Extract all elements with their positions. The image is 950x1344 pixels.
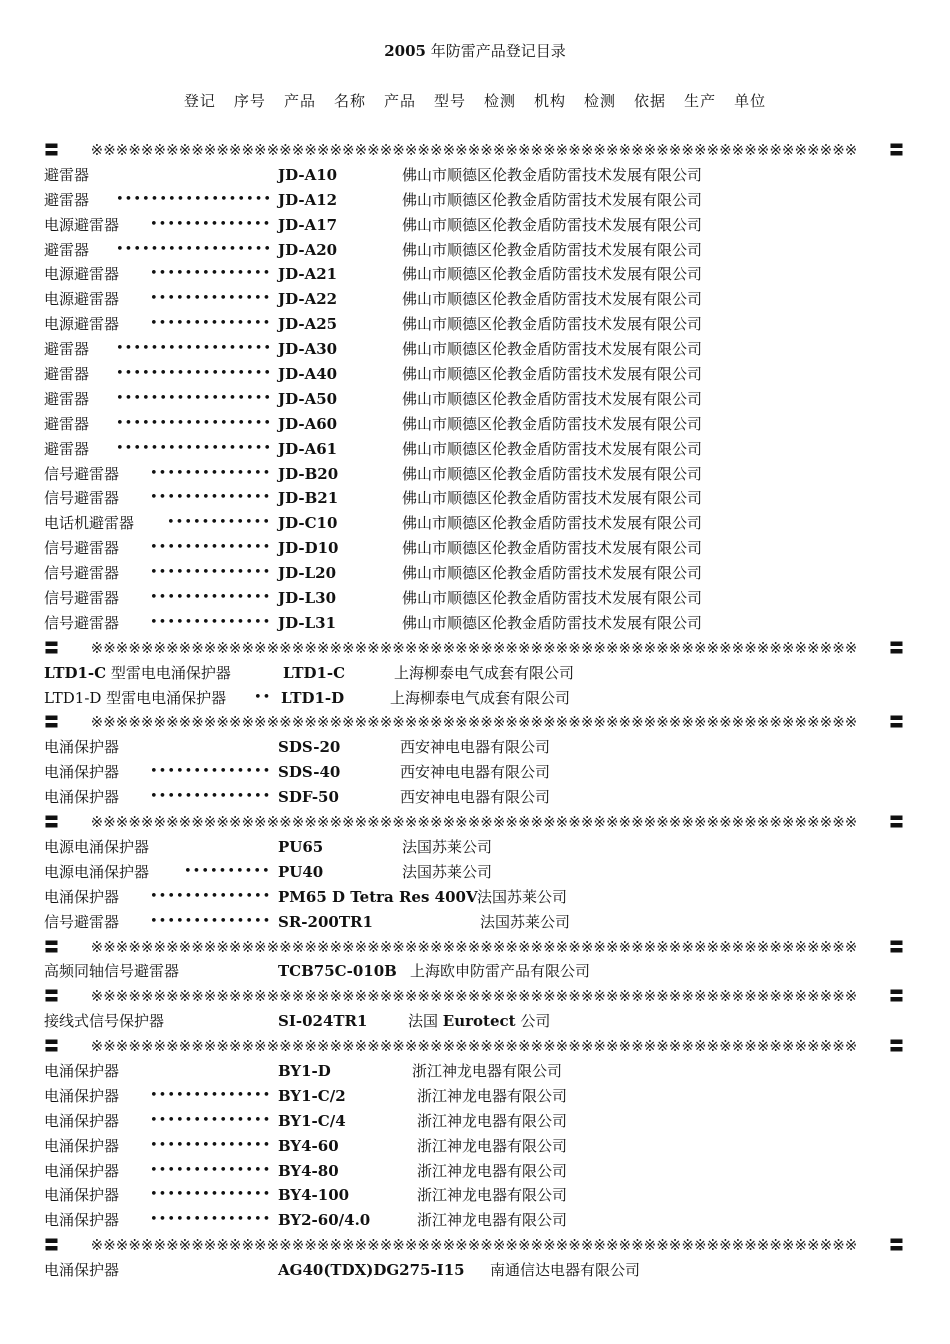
- header-word: 序号: [233, 92, 266, 110]
- manufacturer: 上海柳泰电气成套有限公司: [390, 688, 571, 707]
- product-model: JD-A22: [278, 290, 338, 309]
- leader-dots: ••••••••••••••: [150, 1162, 272, 1178]
- title-text: 年防雷产品登记目录: [430, 42, 566, 60]
- manufacturer: 佛山市顺德区伦教金盾防雷技术发展有限公司: [402, 215, 703, 234]
- product-row: [44, 561, 904, 586]
- product-model: JD-A20: [278, 240, 338, 259]
- product-model: JD-A50: [278, 389, 338, 408]
- product-name: 电源避雷器: [44, 215, 120, 234]
- product-model: JD-A30: [278, 340, 338, 359]
- product-model: JD-B21: [278, 489, 339, 508]
- header-word: 机构: [534, 92, 567, 110]
- leader-dots: ••••••••••••••: [150, 590, 272, 606]
- leader-dots: ••••••••••••••: [150, 316, 272, 332]
- product-list: [44, 138, 904, 1283]
- section-separator: [44, 710, 904, 735]
- product-row: [44, 486, 904, 511]
- product-row: [44, 760, 904, 785]
- product-name: 信号避雷器: [44, 613, 120, 632]
- product-model: JD-D10: [278, 539, 339, 558]
- product-name: 避雷器: [44, 340, 90, 359]
- product-row: [44, 362, 904, 387]
- separator-bar: 〓: [888, 713, 904, 732]
- product-row: [44, 163, 904, 188]
- product-name: 电涌保护器: [44, 1136, 120, 1155]
- product-model: TCB75C-010B: [278, 962, 397, 981]
- leader-dots: ••••••••••••••: [150, 1137, 272, 1153]
- manufacturer: 上海欧申防雷产品有限公司: [410, 962, 591, 981]
- product-row: [44, 238, 904, 263]
- product-model: AG40(TDX)DG275-I15: [278, 1261, 465, 1280]
- product-model: JD-A25: [278, 315, 338, 334]
- product-row: [44, 1059, 904, 1084]
- product-model: JD-A61: [278, 439, 338, 458]
- product-model: JD-A17: [278, 215, 338, 234]
- manufacturer: 佛山市顺德区伦教金盾防雷技术发展有限公司: [402, 290, 703, 309]
- product-model: BY4-100: [278, 1186, 350, 1205]
- product-name: 电涌保护器: [44, 1261, 120, 1280]
- product-row: [44, 1183, 904, 1208]
- leader-dots: ••••••••••••••: [150, 614, 272, 630]
- product-model: PU40: [278, 862, 324, 881]
- header-word: 型号: [433, 92, 466, 110]
- leader-dots: ••••••••••••••: [150, 888, 272, 904]
- separator-bar: 〓: [888, 813, 904, 832]
- separator-fill: ※※※※※※※※※※※※※※※※※※※※※※※※※※※※※※※※※※※※※※※※※※※※※※※※※※※※※※※※※※※※※: [90, 987, 858, 1006]
- product-name: 信号避雷器: [44, 464, 120, 483]
- product-model: BY4-80: [278, 1161, 339, 1180]
- product-row: [44, 287, 904, 312]
- product-model: LTD1-D: [281, 688, 345, 707]
- manufacturer: 法国苏莱公司: [402, 862, 493, 881]
- product-row: [44, 337, 904, 362]
- leader-dots: ••••••••••••••: [150, 490, 272, 506]
- section-separator: [44, 984, 904, 1009]
- header-word: 单位: [734, 92, 767, 110]
- product-name: 电话机避雷器: [44, 514, 135, 533]
- manufacturer: 西安神电电器有限公司: [400, 763, 551, 782]
- manufacturer: 法国苏莱公司: [480, 912, 571, 931]
- product-name: 信号避雷器: [44, 489, 120, 508]
- leader-dots: ••••••••••••••••••: [116, 366, 273, 382]
- manufacturer: 佛山市顺德区伦教金盾防雷技术发展有限公司: [402, 589, 703, 608]
- manufacturer: 佛山市顺德区伦教金盾防雷技术发展有限公司: [402, 564, 703, 583]
- product-name: 电涌保护器: [44, 887, 120, 906]
- product-model: SDS-20: [278, 738, 341, 757]
- leader-dots: ••••••••••••••: [150, 789, 272, 805]
- product-name: 高频同轴信号避雷器: [44, 962, 180, 981]
- separator-fill: ※※※※※※※※※※※※※※※※※※※※※※※※※※※※※※※※※※※※※※※※※※※※※※※※※※※※※※※※※※※※※: [90, 141, 858, 159]
- product-model: SDF-50: [278, 788, 339, 807]
- product-row: [44, 511, 904, 536]
- manufacturer: 佛山市顺德区伦教金盾防雷技术发展有限公司: [402, 464, 703, 483]
- leader-dots: ••••••••••••••••••: [116, 440, 273, 456]
- header-word: 产品: [283, 92, 316, 110]
- product-name: 信号避雷器: [44, 564, 120, 583]
- product-model: PM65 D Tetra Res 400V: [278, 887, 478, 906]
- manufacturer: 浙江神龙电器有限公司: [417, 1161, 568, 1180]
- product-name: 避雷器: [44, 414, 90, 433]
- manufacturer: 浙江神龙电器有限公司: [417, 1136, 568, 1155]
- product-name: 避雷器: [44, 190, 90, 209]
- product-row: [44, 1084, 904, 1109]
- separator-fill: ※※※※※※※※※※※※※※※※※※※※※※※※※※※※※※※※※※※※※※※※※※※※※※※※※※※※※※※※※※※※※: [90, 713, 858, 732]
- manufacturer: 南通信达电器有限公司: [490, 1261, 641, 1280]
- product-model: JD-A21: [278, 265, 338, 284]
- header-word: 生产: [684, 92, 717, 110]
- manufacturer: 佛山市顺德区伦教金盾防雷技术发展有限公司: [402, 190, 703, 209]
- product-row: [44, 586, 904, 611]
- product-name: 避雷器: [44, 389, 90, 408]
- product-row: [44, 1134, 904, 1159]
- separator-bar: 〓: [44, 1236, 60, 1255]
- manufacturer: 浙江神龙电器有限公司: [417, 1111, 568, 1130]
- product-model: BY4-60: [278, 1136, 339, 1155]
- product-row: [44, 437, 904, 462]
- product-row: [44, 387, 904, 412]
- product-model: BY1-C/4: [278, 1111, 346, 1130]
- leader-dots: ••••••••••: [184, 863, 271, 879]
- separator-bar: 〓: [44, 638, 60, 657]
- product-row: [44, 910, 904, 935]
- product-model: BY1-D: [278, 1061, 331, 1080]
- product-name: 信号避雷器: [44, 912, 120, 931]
- product-row: [44, 412, 904, 437]
- product-row: [44, 735, 904, 760]
- product-name: 电源电涌保护器: [44, 862, 150, 881]
- manufacturer: 浙江神龙电器有限公司: [412, 1061, 563, 1080]
- section-separator: [44, 138, 904, 163]
- product-model: BY1-C/2: [278, 1086, 346, 1105]
- product-name: 电涌保护器: [44, 763, 120, 782]
- header-word: 检测: [484, 92, 517, 110]
- header-word: 检测: [584, 92, 617, 110]
- product-model: JD-A40: [278, 365, 338, 384]
- leader-dots: ••••••••••••••: [150, 1087, 272, 1103]
- product-name: 避雷器: [44, 365, 90, 384]
- separator-bar: 〓: [44, 141, 60, 159]
- product-name: 接线式信号保护器: [44, 1012, 165, 1031]
- leader-dots: ••: [254, 689, 272, 705]
- section-separator: [44, 1034, 904, 1059]
- product-model: BY2-60/4.0: [278, 1211, 371, 1230]
- manufacturer: 法国苏莱公司: [477, 887, 568, 906]
- leader-dots: ••••••••••••••: [150, 540, 272, 556]
- product-name: LTD1-D 型雷电电涌保护器: [44, 688, 227, 707]
- manufacturer: 浙江神龙电器有限公司: [417, 1086, 568, 1105]
- product-row: [44, 860, 904, 885]
- separator-bar: 〓: [44, 987, 60, 1006]
- separator-bar: 〓: [44, 937, 60, 956]
- product-name: 电涌保护器: [44, 1161, 120, 1180]
- product-name: 电源避雷器: [44, 290, 120, 309]
- manufacturer: 佛山市顺德区伦教金盾防雷技术发展有限公司: [402, 439, 703, 458]
- product-name: 电源避雷器: [44, 265, 120, 284]
- leader-dots: ••••••••••••••••••: [116, 191, 273, 207]
- product-row: [44, 262, 904, 287]
- product-row: [44, 1159, 904, 1184]
- separator-bar: 〓: [888, 937, 904, 956]
- manufacturer: 浙江神龙电器有限公司: [417, 1186, 568, 1205]
- manufacturer: 法国苏莱公司: [402, 837, 493, 856]
- manufacturer: 佛山市顺德区伦教金盾防雷技术发展有限公司: [402, 539, 703, 558]
- manufacturer: 佛山市顺德区伦教金盾防雷技术发展有限公司: [402, 165, 703, 184]
- separator-fill: ※※※※※※※※※※※※※※※※※※※※※※※※※※※※※※※※※※※※※※※※※※※※※※※※※※※※※※※※※※※※※: [90, 1236, 858, 1255]
- product-row: [44, 885, 904, 910]
- separator-bar: 〓: [44, 713, 60, 732]
- manufacturer: 佛山市顺德区伦教金盾防雷技术发展有限公司: [402, 489, 703, 508]
- product-name: 电源避雷器: [44, 315, 120, 334]
- product-model: JD-L30: [278, 589, 337, 608]
- product-name: 电涌保护器: [44, 1211, 120, 1230]
- header-word: 名称: [333, 92, 366, 110]
- product-row: [44, 785, 904, 810]
- product-name: LTD1-C 型雷电电涌保护器: [44, 663, 231, 682]
- manufacturer: 上海柳泰电气成套有限公司: [394, 663, 575, 682]
- leader-dots: ••••••••••••••: [150, 1112, 272, 1128]
- separator-fill: ※※※※※※※※※※※※※※※※※※※※※※※※※※※※※※※※※※※※※※※※※※※※※※※※※※※※※※※※※※※※※: [90, 937, 858, 956]
- product-row: [44, 536, 904, 561]
- leader-dots: ••••••••••••••: [150, 1187, 272, 1203]
- product-name: 避雷器: [44, 240, 90, 259]
- section-separator: [44, 1233, 904, 1258]
- section-separator: [44, 636, 904, 661]
- product-row: [44, 686, 904, 711]
- document-title: [0, 40, 950, 61]
- product-name: 电源电涌保护器: [44, 837, 150, 856]
- separator-bar: 〓: [888, 1236, 904, 1255]
- product-model: JD-A12: [278, 190, 338, 209]
- product-name: 信号避雷器: [44, 539, 120, 558]
- product-row: [44, 661, 904, 686]
- manufacturer: 佛山市顺德区伦教金盾防雷技术发展有限公司: [402, 265, 703, 284]
- product-row: [44, 611, 904, 636]
- leader-dots: ••••••••••••••••••: [116, 341, 273, 357]
- leader-dots: ••••••••••••••••••: [116, 390, 273, 406]
- product-model: SR-200TR1: [278, 912, 373, 931]
- product-row: [44, 1009, 904, 1034]
- header-word: 依据: [634, 92, 667, 110]
- product-model: PU65: [278, 837, 324, 856]
- manufacturer: 佛山市顺德区伦教金盾防雷技术发展有限公司: [402, 414, 703, 433]
- manufacturer: 佛山市顺德区伦教金盾防雷技术发展有限公司: [402, 365, 703, 384]
- product-model: JD-B20: [278, 464, 339, 483]
- header-word: 产品: [383, 92, 416, 110]
- title-year: 2005: [384, 42, 426, 60]
- product-row: [44, 959, 904, 984]
- leader-dots: ••••••••••••••: [150, 465, 272, 481]
- product-name: 避雷器: [44, 165, 90, 184]
- product-model: JD-A60: [278, 414, 338, 433]
- separator-bar: 〓: [44, 1037, 60, 1056]
- leader-dots: ••••••••••••••: [150, 266, 272, 282]
- product-model: JD-L31: [278, 613, 337, 632]
- section-separator: [44, 935, 904, 960]
- product-row: [44, 1109, 904, 1134]
- product-row: [44, 1258, 904, 1283]
- manufacturer: 佛山市顺德区伦教金盾防雷技术发展有限公司: [402, 514, 703, 533]
- section-separator: [44, 810, 904, 835]
- leader-dots: ••••••••••••••: [150, 216, 272, 232]
- manufacturer: 佛山市顺德区伦教金盾防雷技术发展有限公司: [402, 389, 703, 408]
- leader-dots: ••••••••••••••: [150, 565, 272, 581]
- product-model: JD-A10: [278, 165, 338, 184]
- column-header-row: [0, 90, 950, 111]
- leader-dots: ••••••••••••••••••: [116, 241, 273, 257]
- product-model: JD-L20: [278, 564, 337, 583]
- product-row: [44, 835, 904, 860]
- product-name: 电涌保护器: [44, 1186, 120, 1205]
- product-model: JD-C10: [278, 514, 338, 533]
- separator-bar: 〓: [888, 1037, 904, 1056]
- separator-bar: 〓: [888, 141, 904, 159]
- product-row: [44, 1208, 904, 1233]
- manufacturer: 佛山市顺德区伦教金盾防雷技术发展有限公司: [402, 315, 703, 334]
- manufacturer: 佛山市顺德区伦教金盾防雷技术发展有限公司: [402, 613, 703, 632]
- manufacturer: 西安神电电器有限公司: [400, 788, 551, 807]
- product-name: 避雷器: [44, 439, 90, 458]
- manufacturer: 法国 Eurotect 公司: [408, 1012, 551, 1031]
- manufacturer: 浙江神龙电器有限公司: [417, 1211, 568, 1230]
- leader-dots: ••••••••••••••: [150, 291, 272, 307]
- leader-dots: ••••••••••••••••••: [116, 415, 273, 431]
- product-name: 电涌保护器: [44, 1061, 120, 1080]
- separator-bar: 〓: [888, 987, 904, 1006]
- product-name: 电涌保护器: [44, 1111, 120, 1130]
- product-row: [44, 462, 904, 487]
- product-name: 电涌保护器: [44, 738, 120, 757]
- product-name: 电涌保护器: [44, 1086, 120, 1105]
- header-word: 登记: [183, 92, 216, 110]
- leader-dots: ••••••••••••: [167, 515, 272, 531]
- product-name: 信号避雷器: [44, 589, 120, 608]
- separator-fill: ※※※※※※※※※※※※※※※※※※※※※※※※※※※※※※※※※※※※※※※※※※※※※※※※※※※※※※※※※※※※※: [90, 638, 858, 657]
- separator-fill: ※※※※※※※※※※※※※※※※※※※※※※※※※※※※※※※※※※※※※※※※※※※※※※※※※※※※※※※※※※※※※: [90, 813, 858, 832]
- product-model: SI-024TR1: [278, 1012, 368, 1031]
- leader-dots: ••••••••••••••: [150, 913, 272, 929]
- leader-dots: ••••••••••••••: [150, 764, 272, 780]
- manufacturer: 佛山市顺德区伦教金盾防雷技术发展有限公司: [402, 240, 703, 259]
- separator-bar: 〓: [44, 813, 60, 832]
- manufacturer: 佛山市顺德区伦教金盾防雷技术发展有限公司: [402, 340, 703, 359]
- product-name: 电涌保护器: [44, 788, 120, 807]
- separator-fill: ※※※※※※※※※※※※※※※※※※※※※※※※※※※※※※※※※※※※※※※※※※※※※※※※※※※※※※※※※※※※※: [90, 1037, 858, 1056]
- product-row: [44, 188, 904, 213]
- product-model: LTD1-C: [283, 663, 346, 682]
- separator-bar: 〓: [888, 638, 904, 657]
- leader-dots: ••••••••••••••: [150, 1212, 272, 1228]
- manufacturer: 西安神电电器有限公司: [400, 738, 551, 757]
- product-row: [44, 312, 904, 337]
- product-row: [44, 213, 904, 238]
- product-model: SDS-40: [278, 763, 341, 782]
